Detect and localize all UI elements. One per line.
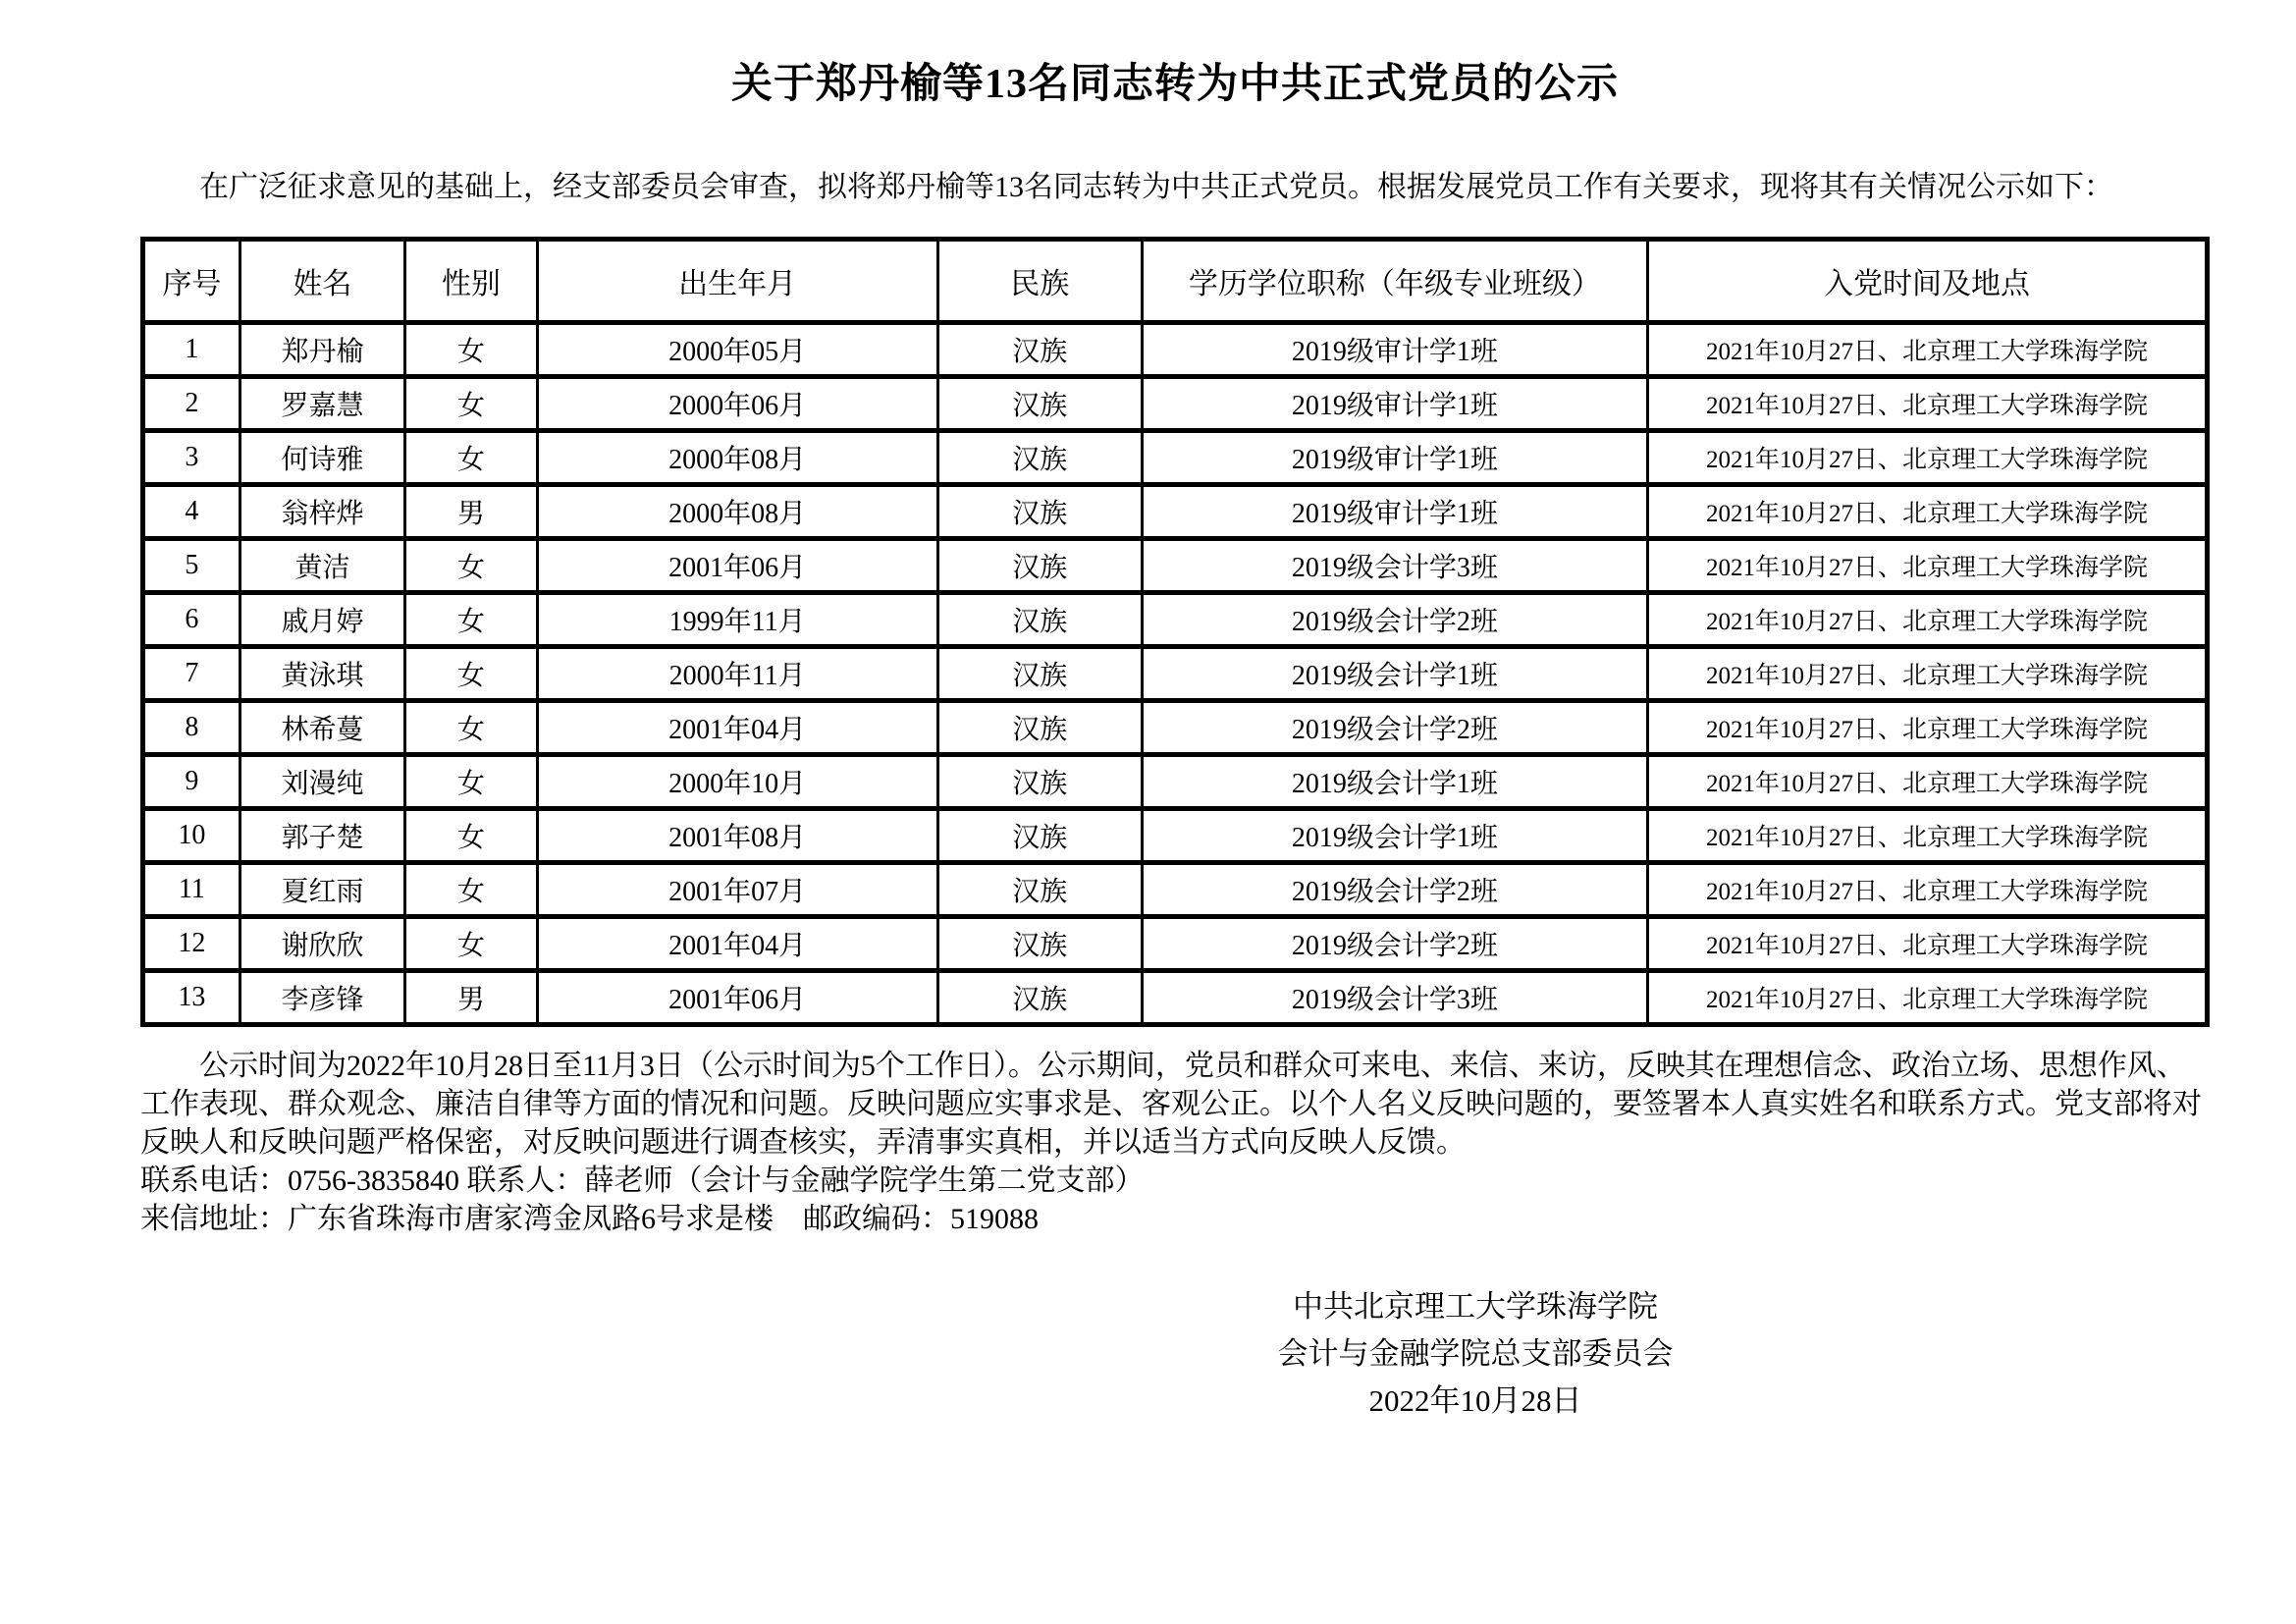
table-cell: 女 <box>405 592 538 646</box>
table-cell: 2019级会计学1班 <box>1142 646 1647 700</box>
table-cell: 男 <box>405 970 538 1024</box>
table-cell: 2001年07月 <box>537 862 937 916</box>
column-header-class: 学历学位职称（年级专业班级） <box>1142 239 1647 322</box>
table-row <box>143 376 2208 430</box>
table-row <box>143 322 2208 376</box>
signature-date: 2022年10月28日 <box>1368 1382 1582 1418</box>
table-cell: 汉族 <box>937 862 1142 916</box>
table-cell: 2019级会计学3班 <box>1142 538 1647 592</box>
contact-phone-line: 联系电话：0756-3835840 联系人：薛老师（会计与金融学院学生第二党支部） <box>140 1164 1145 1197</box>
table-cell: 2021年10月27日、北京理工大学珠海学院 <box>1648 430 2208 484</box>
table-cell: 汉族 <box>937 970 1142 1024</box>
table-row <box>143 484 2208 538</box>
intro-paragraph: 在广泛征求意见的基础上，经支部委员会审查，拟将郑丹榆等13名同志转为中共正式党员。根据发展党员工作有关要求，现将其有关情况公示如下： <box>199 171 2113 203</box>
table-cell: 女 <box>405 754 538 808</box>
table-row <box>143 646 2208 700</box>
column-header-gender: 性别 <box>405 239 538 322</box>
table-cell: 翁梓烨 <box>240 484 404 538</box>
table-cell: 9 <box>143 754 240 808</box>
table-cell: 12 <box>143 916 240 970</box>
table-cell: 11 <box>143 862 240 916</box>
table-cell: 戚月婷 <box>240 592 404 646</box>
table-cell: 2001年08月 <box>537 808 937 862</box>
table-row <box>143 970 2208 1024</box>
table-row <box>143 592 2208 646</box>
table-cell: 1 <box>143 322 240 376</box>
table-cell: 女 <box>405 916 538 970</box>
table-cell: 郭子楚 <box>240 808 404 862</box>
table-cell: 2001年04月 <box>537 700 937 754</box>
table-cell: 2000年08月 <box>537 484 937 538</box>
signature-org-line1: 中共北京理工大学珠海学院 <box>1293 1288 1658 1324</box>
table-cell: 2000年08月 <box>537 430 937 484</box>
table-cell: 2021年10月27日、北京理工大学珠海学院 <box>1648 376 2208 430</box>
table-row <box>143 538 2208 592</box>
table-row <box>143 916 2208 970</box>
table-cell: 3 <box>143 430 240 484</box>
table-cell: 女 <box>405 700 538 754</box>
table-cell: 2001年04月 <box>537 916 937 970</box>
table-cell: 2 <box>143 376 240 430</box>
table-row <box>143 754 2208 808</box>
table-cell: 汉族 <box>937 538 1142 592</box>
table-cell: 郑丹榆 <box>240 322 404 376</box>
table-cell: 2021年10月27日、北京理工大学珠海学院 <box>1648 646 2208 700</box>
table-cell: 2000年06月 <box>537 376 937 430</box>
column-header-index: 序号 <box>143 239 240 322</box>
table-cell: 汉族 <box>937 808 1142 862</box>
table-row <box>143 862 2208 916</box>
table-cell: 汉族 <box>937 430 1142 484</box>
table-cell: 2019级审计学1班 <box>1142 376 1647 430</box>
table-cell: 女 <box>405 322 538 376</box>
table-cell: 2019级会计学2班 <box>1142 700 1647 754</box>
table-cell: 汉族 <box>937 700 1142 754</box>
table-cell: 女 <box>405 538 538 592</box>
table-cell: 2021年10月27日、北京理工大学珠海学院 <box>1648 484 2208 538</box>
table-cell: 2019级审计学1班 <box>1142 484 1647 538</box>
notice-paragraph: 公示时间为2022年10月28日至11月3日（公示时间为5个工作日）。公示期间，党员和群众可来电、来信、来访，反映其在理想信念、政治立场、思想作风、工作表现、群众观念、廉洁自律等方面的情况和问题。反映问题应实事求是、客观公正。以个人名义反映问题的，要签署本人真实姓名和联系方式。党支部将对反映人和反映问题严格保密，对反映问题进行调查核实，弄清事实真相，并以适当方式向反映人反馈。 <box>140 1049 2202 1159</box>
contact-address-line: 来信地址：广东省珠海市唐家湾金凤路6号求是楼 邮政编码：519088 <box>140 1202 1039 1235</box>
signature-block <box>1132 1283 1819 1425</box>
table-cell: 1999年11月 <box>537 592 937 646</box>
table-cell: 7 <box>143 646 240 700</box>
table-cell: 女 <box>405 430 538 484</box>
table-cell: 2021年10月27日、北京理工大学珠海学院 <box>1648 808 2208 862</box>
table-cell: 汉族 <box>937 646 1142 700</box>
table-cell: 女 <box>405 808 538 862</box>
table-cell: 罗嘉慧 <box>240 376 404 430</box>
table-cell: 汉族 <box>937 376 1142 430</box>
table-cell: 2000年10月 <box>537 754 937 808</box>
table-cell: 黄洁 <box>240 538 404 592</box>
table-cell: 夏红雨 <box>240 862 404 916</box>
table-cell: 13 <box>143 970 240 1024</box>
column-header-birthdate: 出生年月 <box>537 239 937 322</box>
table-cell: 汉族 <box>937 484 1142 538</box>
table-cell: 6 <box>143 592 240 646</box>
table-cell: 2021年10月27日、北京理工大学珠海学院 <box>1648 592 2208 646</box>
table-cell: 10 <box>143 808 240 862</box>
table-cell: 林希蔓 <box>240 700 404 754</box>
table-cell: 男 <box>405 484 538 538</box>
table-header-row <box>143 239 2208 322</box>
table-cell: 2019级审计学1班 <box>1142 322 1647 376</box>
table-cell: 汉族 <box>937 754 1142 808</box>
members-table <box>140 237 2210 1027</box>
table-cell: 汉族 <box>937 916 1142 970</box>
table-cell: 刘漫纯 <box>240 754 404 808</box>
table-cell: 女 <box>405 376 538 430</box>
table-cell: 何诗雅 <box>240 430 404 484</box>
table-cell: 2021年10月27日、北京理工大学珠海学院 <box>1648 970 2208 1024</box>
table-cell: 2021年10月27日、北京理工大学珠海学院 <box>1648 538 2208 592</box>
table-row <box>143 808 2208 862</box>
table-cell: 2019级会计学3班 <box>1142 970 1647 1024</box>
table-cell: 汉族 <box>937 592 1142 646</box>
table-cell: 2021年10月27日、北京理工大学珠海学院 <box>1648 862 2208 916</box>
table-cell: 4 <box>143 484 240 538</box>
table-cell: 女 <box>405 646 538 700</box>
table-cell: 2019级会计学2班 <box>1142 592 1647 646</box>
table-cell: 李彦锋 <box>240 970 404 1024</box>
signature-org-line2: 会计与金融学院总支部委员会 <box>1277 1335 1674 1371</box>
table-cell: 2019级会计学1班 <box>1142 808 1647 862</box>
table-row <box>143 700 2208 754</box>
table-cell: 2019级会计学1班 <box>1142 754 1647 808</box>
table-body <box>143 322 2208 1024</box>
column-header-join-info: 入党时间及地点 <box>1648 239 2208 322</box>
page-title: 关于郑丹榆等13名同志转为中共正式党员的公示 <box>730 62 1619 107</box>
table-cell: 黄泳琪 <box>240 646 404 700</box>
table-cell: 2021年10月27日、北京理工大学珠海学院 <box>1648 700 2208 754</box>
table-cell: 女 <box>405 862 538 916</box>
table-cell: 8 <box>143 700 240 754</box>
table-cell: 2001年06月 <box>537 970 937 1024</box>
table-cell: 2019级会计学2班 <box>1142 862 1647 916</box>
table-cell: 2021年10月27日、北京理工大学珠海学院 <box>1648 322 2208 376</box>
column-header-name: 姓名 <box>240 239 404 322</box>
column-header-ethnicity: 民族 <box>937 239 1142 322</box>
table-cell: 2019级会计学2班 <box>1142 916 1647 970</box>
table-cell: 2000年05月 <box>537 322 937 376</box>
table-cell: 2019级审计学1班 <box>1142 430 1647 484</box>
table-cell: 2021年10月27日、北京理工大学珠海学院 <box>1648 754 2208 808</box>
table-cell: 5 <box>143 538 240 592</box>
table-row <box>143 430 2208 484</box>
table-cell: 谢欣欣 <box>240 916 404 970</box>
table-cell: 2000年11月 <box>537 646 937 700</box>
table-cell: 2021年10月27日、北京理工大学珠海学院 <box>1648 916 2208 970</box>
table-cell: 2001年06月 <box>537 538 937 592</box>
table-cell: 汉族 <box>937 322 1142 376</box>
